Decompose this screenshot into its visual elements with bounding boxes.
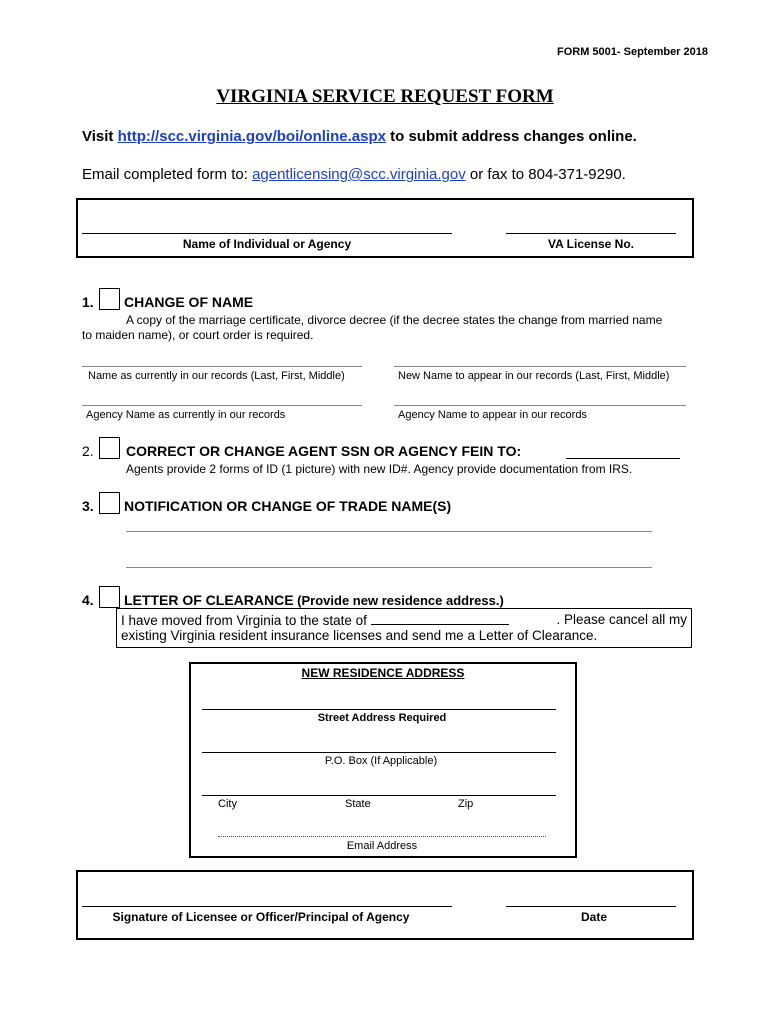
section1-note-line2: to maiden name), or court order is required. [82,328,314,342]
section1-checkbox[interactable] [99,288,120,310]
section4-heading-note: (Provide new residence address.) [293,593,504,608]
section1-heading: CHANGE OF NAME [124,294,254,310]
form-number: FORM 5001- September 2018 [556,46,708,58]
section3-heading: NOTIFICATION OR CHANGE OF TRADE NAME(S) [124,498,452,514]
visit-suffix: to submit address changes online. [385,128,637,145]
section2-heading: CORRECT OR CHANGE AGENT SSN OR AGENCY FEIN TO: [126,443,522,459]
email-address-label: Email Address [346,840,418,852]
signature-label: Signature of Licensee or Officer/Principal of Agency [112,910,410,924]
email-prefix: Email completed form to: [82,166,253,183]
statement-part-b: . Please cancel all my [556,612,687,627]
visit-line [82,128,637,145]
section3-number: 3. [82,498,94,514]
state-field[interactable] [371,612,509,625]
section2-note: Agents provide 2 forms of ID (1 picture) with new ID#. Agency provide documentation from IRS. [126,462,633,476]
section3-checkbox[interactable] [99,492,120,514]
date-field[interactable] [506,906,676,907]
address-box-title: NEW RESIDENCE ADDRESS [301,666,465,680]
current-agency-field[interactable] [82,405,362,406]
section4-number: 4. [82,592,94,608]
current-name-label: Name as currently in our records (Last, First, Middle) [88,370,345,382]
license-field[interactable] [506,233,676,234]
pobox-label: P.O. Box (If Applicable) [324,755,438,767]
signature-field[interactable] [82,906,452,907]
section4-heading [124,592,504,608]
name-label: Name of Individual or Agency [182,237,352,251]
pobox-field[interactable] [202,752,556,753]
statement-part-a: I have moved from Virginia to the state of [121,613,367,628]
current-agency-label: Agency Name as currently in our records [86,409,286,421]
trade-name-field-2[interactable] [126,567,652,568]
section4-checkbox[interactable] [99,586,120,608]
online-link[interactable]: http://scc.virginia.gov/boi/online.aspx [117,128,386,145]
new-agency-label: Agency Name to appear in our records [398,409,587,421]
license-label: VA License No. [547,237,635,251]
clearance-statement-line2: existing Virginia resident insurance licenses and send me a Letter of Clearance. [121,628,598,643]
section2-number: 2. [82,443,94,459]
zip-label: Zip [458,798,474,810]
section2-checkbox[interactable] [99,437,120,459]
city-label: City [218,798,237,810]
clearance-statement-line1 [121,612,687,628]
street-address-field[interactable] [202,709,556,710]
new-name-field[interactable] [394,366,686,367]
name-field[interactable] [82,233,452,234]
trade-name-field-1[interactable] [126,531,652,532]
visit-prefix: Visit [82,128,118,145]
section1-note-line1: A copy of the marriage certificate, divorce decree (if the decree states the change from married name [126,313,663,327]
new-agency-field[interactable] [394,405,686,406]
email-link[interactable]: agentlicensing@scc.virginia.gov [252,166,466,183]
new-name-label: New Name to appear in our records (Last, First, Middle) [398,370,670,382]
city-state-zip-field[interactable] [202,795,556,796]
email-suffix: or fax to 804-371-9290. [465,166,626,183]
current-name-field[interactable] [82,366,362,367]
email-address-field[interactable] [218,836,546,837]
section1-number: 1. [82,294,94,310]
state-label: State [345,798,371,810]
street-address-label: Street Address Required [317,712,447,724]
email-line [82,166,626,183]
date-label: Date [580,910,607,924]
fein-field[interactable] [566,458,680,459]
signature-box [76,870,694,940]
section4-heading-text: LETTER OF CLEARANCE [124,592,294,608]
page-title: VIRGINIA SERVICE REQUEST FORM [216,86,554,107]
